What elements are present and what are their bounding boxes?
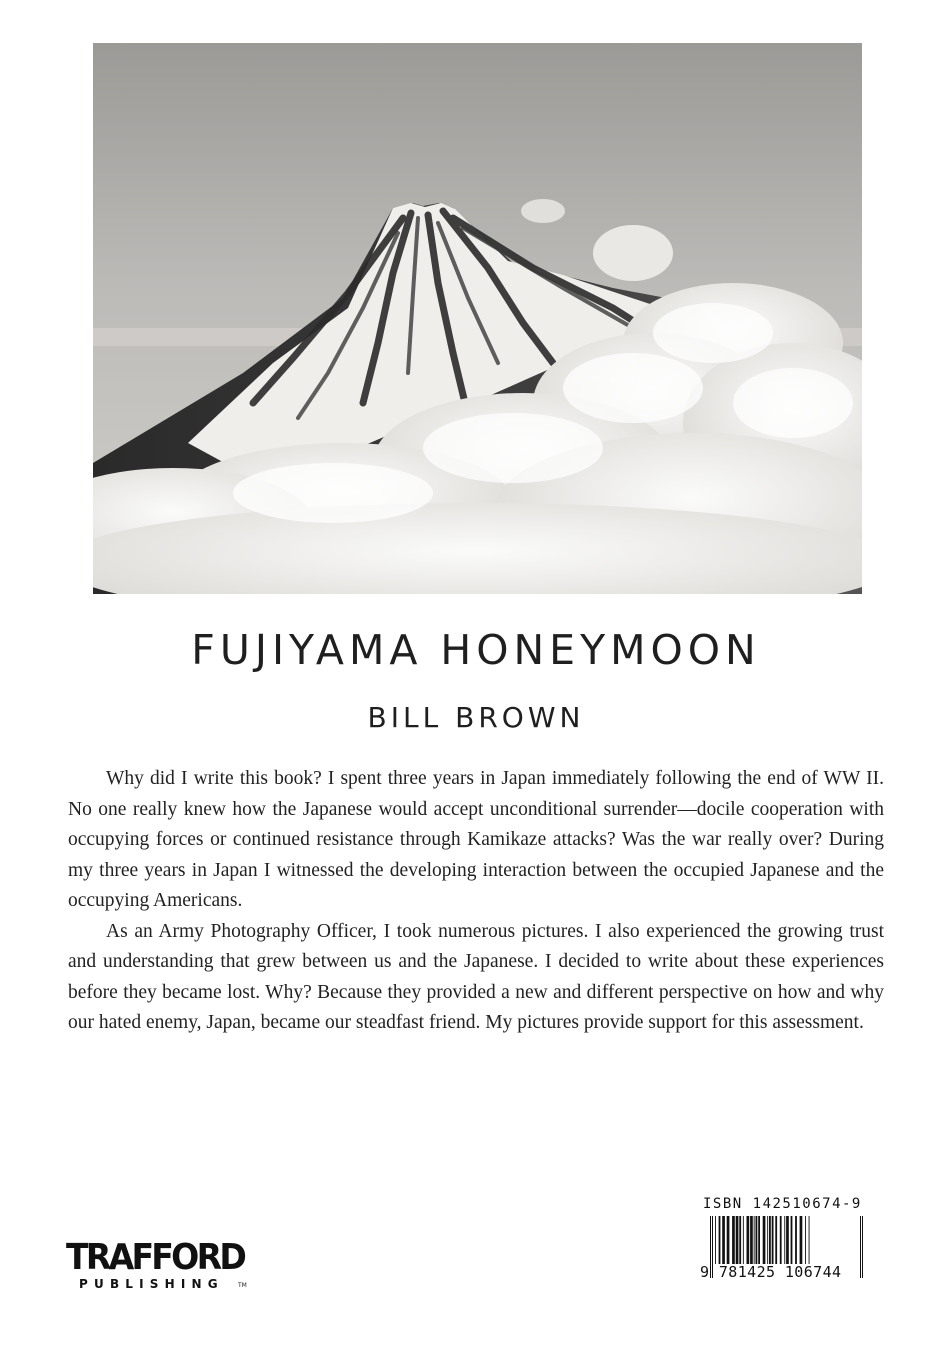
barcode-bar <box>750 1216 753 1264</box>
barcode-bar <box>758 1216 760 1264</box>
barcode-bar <box>739 1216 741 1264</box>
barcode-bar <box>809 1216 810 1264</box>
barcode-bar <box>719 1216 721 1264</box>
barcode-bar <box>780 1216 782 1264</box>
blurb-paragraph: Why did I write this book? I spent three years in Japan immediately following the end of WW II. No one really knew how the Japanese would accept unconditional surrender—docile cooperation with occupying forces or continued resistance through Kamikaze attacks? Was the war really over? During my three years in Japan I witnessed the developing interaction between the occupied Japanese and the occupying Americans. <box>68 768 884 911</box>
barcode-bar <box>795 1216 797 1264</box>
blurb-paragraph: As an Army Photography Officer, I took numerous pictures. I also experienced the growing trust and understanding that grew between us and the Japanese. I decided to write about these experiences before they became lost. Why? Because they provided a new and different perspective on how and why our hated enemy, Japan, became our steadfast friend. My pictures provide support for this assessment. <box>68 920 884 1033</box>
logo-subtitle: PUBLISHING <box>79 1277 224 1291</box>
barcode-bar <box>786 1216 789 1264</box>
barcode-bar <box>747 1216 750 1264</box>
cover-photo-mount-fuji <box>93 43 862 594</box>
barcode-bar <box>791 1216 793 1264</box>
barcode-bar <box>769 1216 771 1264</box>
isbn-label: ISBN 142510674-9 <box>703 1196 862 1212</box>
barcode-bar <box>784 1216 785 1264</box>
barcode-bar <box>743 1216 744 1264</box>
isbn-barcode <box>700 1190 870 1290</box>
trafford-publishing-logo <box>66 1237 248 1292</box>
barcode-bar <box>727 1216 730 1264</box>
barcode-bar <box>754 1216 755 1264</box>
barcode-bar <box>775 1216 777 1264</box>
logo-wordmark: TRAFFORD <box>66 1237 245 1278</box>
barcode-bar <box>756 1216 758 1264</box>
back-cover-blurb <box>68 764 884 1039</box>
trademark-mark: TM <box>238 1282 247 1289</box>
book-title: FUJIYAMA HONEYMOON <box>191 626 761 674</box>
ean-digits: 9 781425 106744 <box>700 1263 842 1281</box>
author-name: BILL BROWN <box>367 701 585 734</box>
barcode-bar <box>772 1216 774 1264</box>
barcode-bar <box>722 1216 725 1264</box>
barcode-bar <box>715 1216 716 1264</box>
barcode-bar <box>805 1216 806 1264</box>
barcode-bar <box>736 1216 739 1264</box>
barcode-bar <box>732 1216 735 1264</box>
barcode-bar <box>767 1216 768 1264</box>
barcode-bar <box>800 1216 803 1264</box>
barcode-bar <box>763 1216 766 1264</box>
